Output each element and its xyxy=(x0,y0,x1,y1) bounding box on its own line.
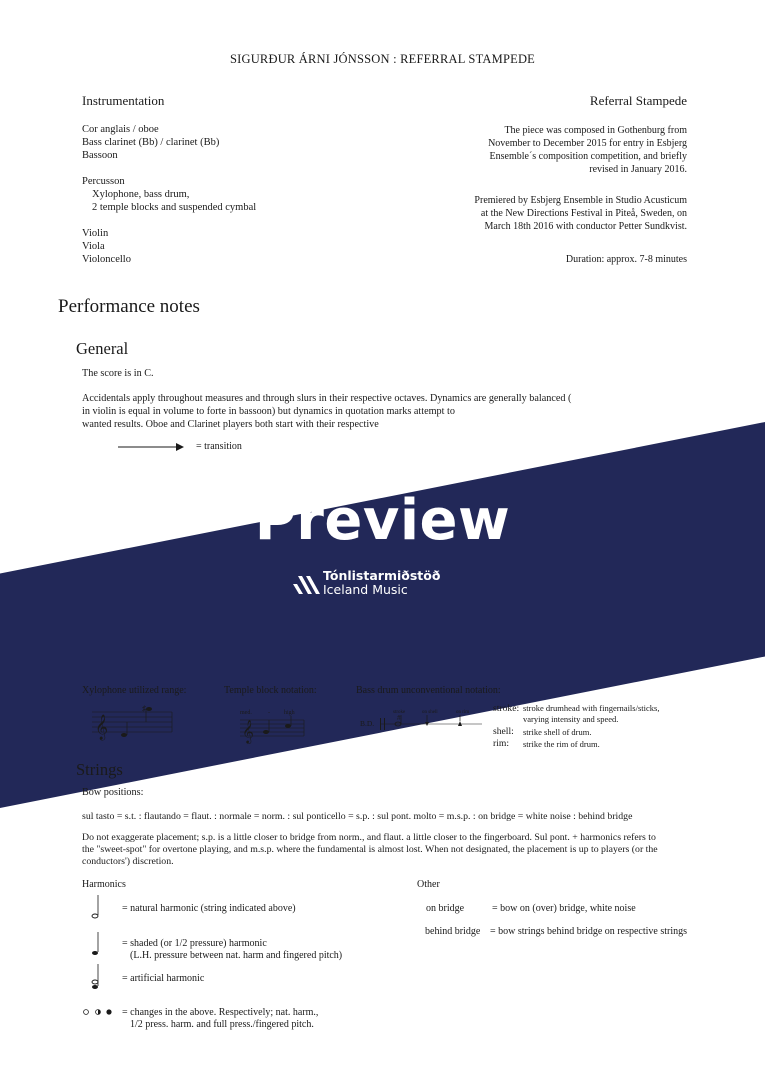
arrow-notation-icon xyxy=(118,440,188,454)
temple-mark: - xyxy=(268,710,270,716)
temple-mark: med. xyxy=(240,710,252,716)
composition-info xyxy=(427,124,687,176)
instrument-line: Xylophone, bass drum, xyxy=(92,189,190,200)
harmonic-changes-icon xyxy=(82,1006,116,1018)
bass-drum-label: Bass drum unconventional notation: xyxy=(356,685,501,696)
iceland-music-logo-icon xyxy=(293,572,321,596)
preview-text: Preview xyxy=(254,488,511,553)
legend-term: stroke: xyxy=(493,703,520,714)
other-term: on bridge xyxy=(426,903,465,914)
shaded-harmonic-icon xyxy=(88,930,102,958)
natural-harmonic-icon xyxy=(88,893,102,921)
harmonic-desc-line: = shaded (or 1/2 pressure) harmonic xyxy=(122,938,267,949)
instrument-line: 2 temple blocks and suspended cymbal xyxy=(92,202,257,213)
info-line: revised in January 2016. xyxy=(589,164,687,175)
piece-heading: Referral Stampede xyxy=(589,93,687,108)
para-line: Do not exaggerate placement; s.p. is a little closer to bridge from norm., and flaut. a little closer to the fingerboard. Sul pont. + harmonics refers to xyxy=(82,832,656,843)
svg-text:♯: ♯ xyxy=(142,704,146,713)
page-title: SIGURÐUR ÁRNI JÓNSSON : REFERRAL STAMPEDE xyxy=(229,52,536,66)
instrumentation-heading: Instrumentation xyxy=(82,93,165,108)
other-desc: = bow on (over) bridge, white noise xyxy=(492,903,636,914)
para-line: Accidentals apply throughout measures and through slurs in their respective octaves. Dynamics are generally balanced ( xyxy=(82,393,572,404)
iceland-music-logo xyxy=(293,569,473,601)
duration: Duration: approx. 7-8 minutes xyxy=(565,254,687,265)
bow-positions-label: Bow positions: xyxy=(82,787,144,798)
other-desc: = bow strings behind bridge on respective strings xyxy=(490,926,687,937)
logo-line: Tónlistarmiðstöð xyxy=(323,568,441,583)
instrument-line: Violin xyxy=(82,228,109,239)
other-term: behind bridge xyxy=(425,926,481,937)
instrument-line: Violoncello xyxy=(82,254,131,265)
legend-desc-line: varying intensity and speed. xyxy=(523,713,619,724)
instrumentation-list xyxy=(82,123,256,266)
para-line: the "sweet-spot" for overtone playing, and m.s.p. where the fundamental is almost lost. When not designated, the placement is up to players (or the xyxy=(82,844,658,856)
bd-mark: on shell xyxy=(422,710,438,715)
temple-block-staff xyxy=(240,704,310,744)
harmonics-heading: Harmonics xyxy=(82,879,126,890)
instrument-line: Viola xyxy=(82,241,105,252)
other-heading: Other xyxy=(417,879,440,890)
legend-desc-line: stroke drumhead with fingernails/sticks, xyxy=(523,703,660,713)
performance-notes-heading: Performance notes xyxy=(58,296,200,317)
para-line: in violin is equal in volume to forte in bassoon) but dynamics in quotation marks attempt to xyxy=(82,406,455,417)
temple-block-label: Temple block notation: xyxy=(224,685,317,696)
legend-desc: strike shell of drum. xyxy=(523,727,592,737)
legend-item xyxy=(493,726,723,738)
bd-mark: stroke xyxy=(393,710,406,715)
general-heading: General xyxy=(76,339,129,358)
instrument-line: Bassoon xyxy=(82,150,118,161)
info-line: Ensemble´s composition competition, and briefly xyxy=(489,151,687,162)
instrument-line: Cor anglais / oboe xyxy=(82,124,159,135)
legend-term: shell: xyxy=(493,726,514,737)
info-line: March 18th 2016 with conductor Petter Sundkvist. xyxy=(484,221,687,232)
accidentals-paragraph xyxy=(82,392,722,431)
legend-desc xyxy=(523,703,659,724)
bass-drum-staff xyxy=(358,706,484,738)
bow-positions-line: sul tasto = s.t. : flautando = flaut. : normale = norm. : sul ponticello = s.p. : sul pont. molto = m.s.p. : on bridge = white noise : behind bridge xyxy=(82,811,633,822)
instrument-group-title: Percusson xyxy=(82,176,125,187)
xylophone-range-label: Xylophone utilized range: xyxy=(82,685,187,696)
legend-desc: strike the rim of drum. xyxy=(523,739,600,749)
harmonic-desc xyxy=(122,938,342,962)
legend-term: rim: xyxy=(493,738,509,749)
logo-text xyxy=(323,569,440,597)
xylophone-range-staff xyxy=(92,702,174,742)
arrow-label: = transition xyxy=(196,441,242,452)
svg-text:#: # xyxy=(397,714,401,722)
artificial-harmonic-icon xyxy=(88,962,102,992)
score-in-c: The score is in C. xyxy=(82,368,154,379)
strings-heading: Strings xyxy=(76,760,123,779)
para-line: wanted results. Oboe and Clarinet players both start with their respective xyxy=(82,419,379,430)
harmonic-desc: = natural harmonic (string indicated above) xyxy=(122,903,296,914)
harmonic-desc: = artificial harmonic xyxy=(122,973,205,984)
logo-line: Iceland Music xyxy=(323,582,408,597)
placement-paragraph xyxy=(82,832,732,869)
harmonic-desc-line: 1/2 press. harm. and full press./fingered pitch. xyxy=(130,1019,314,1030)
temple-mark: high xyxy=(284,710,295,716)
svg-text:𝄞: 𝄞 xyxy=(95,715,109,740)
bass-drum-abbrev: B.D. xyxy=(360,719,375,728)
preview-banner xyxy=(0,420,765,810)
legend-item xyxy=(493,738,723,750)
legend-item xyxy=(493,703,723,726)
bd-mark: on rim xyxy=(456,710,470,715)
instrument-line: Bass clarinet (Bb) / clarinet (Bb) xyxy=(82,137,220,148)
info-line: Premiered by Esbjerg Ensemble in Studio Acusticum xyxy=(474,195,687,206)
info-line: November to December 2015 for entry in Esbjerg xyxy=(488,138,687,149)
harmonic-desc xyxy=(122,1007,318,1031)
harmonic-desc-line: (L.H. pressure between nat. harm and fingered pitch) xyxy=(130,950,343,961)
para-line: conductors') discretion. xyxy=(82,856,174,868)
bass-drum-legend xyxy=(493,703,723,750)
info-line: The piece was composed in Gothenburg from xyxy=(504,125,687,136)
premiere-info xyxy=(427,194,687,233)
harmonic-desc-line: = changes in the above. Respectively; nat. harm., xyxy=(122,1007,319,1018)
info-line: at the New Directions Festival in Piteå, Sweden, on xyxy=(480,208,687,219)
svg-text:𝄞: 𝄞 xyxy=(242,719,254,743)
